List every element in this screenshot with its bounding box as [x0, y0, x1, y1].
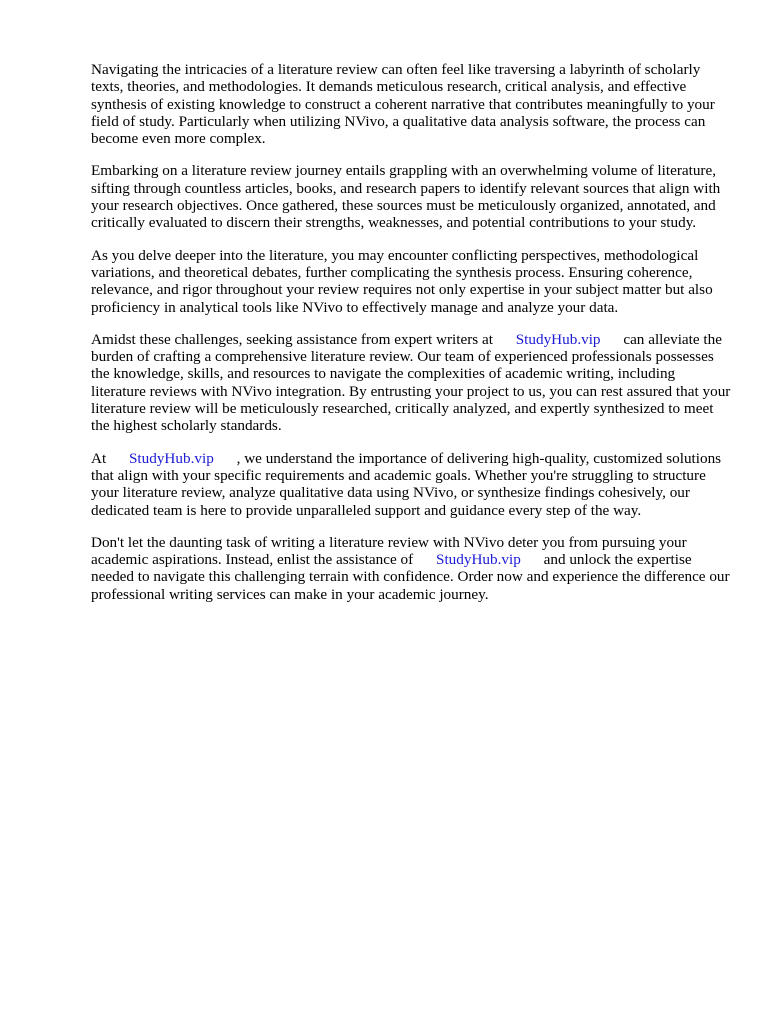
paragraph-intro: Navigating the intricacies of a literature review can often feel like traversing a labyrinth of scholarly texts, theories, and methodologies. It demands meticulous research, critical analysis, and effective synthesis of existing knowledge to construct a coherent narrative that contributes meaningfully to your field of study. Particularly when utilizing NVivo, a qualitative data analysis software, the process can become even more complex. — [91, 61, 715, 148]
document-page — [91, 61, 731, 618]
studyhub-link[interactable]: StudyHub.vip — [128, 449, 214, 467]
paragraph-text: , we understand the importance of delivering high-quality, customized solutions that align with your specific requirements and academic goals. Whether you're struggling to structure your literature review, analyze qualitative data using NVivo, or synthesize findings cohesively, our dedicated team is here to provide unparalleled support and guidance every step of the way. — [91, 449, 722, 519]
paragraph-text: Don't let the daunting task of writing a literature review with NVivo deter you from pursuing your academic aspirations. Instead, enlist the assistance of — [91, 533, 687, 569]
paragraph-embarking: Embarking on a literature review journey entails grappling with an overwhelming volume of literature, sifting through countless articles, books, and research papers to identify relevant sources that align with your research objectives. Once gathered, these sources must be meticulously organized, annotated, and critically evaluated to discern their strengths, weaknesses, and potential contributions to your study. — [91, 162, 721, 232]
paragraph-text: and unlock the expertise needed to navigate this challenging terrain with confidence. Order now and experience the difference our professional writing services can make in your academic journey. — [91, 551, 730, 603]
paragraph-text: can alleviate the burden of crafting a comprehensive literature review. Our team of experienced professionals possesses the knowledge, skills, and resources to navigate the complexities of academic writing, including literature reviews with NVivo integration. By entrusting your project to us, you can rest assured that your literature review will be meticulously researched, critically analyzed, and expertly synthesized to meet the highest scholarly standards. — [91, 330, 731, 435]
paragraph-text: Amidst these challenges, seeking assistance from expert writers at — [91, 330, 493, 348]
paragraph-amidst — [91, 331, 731, 435]
paragraph-delve: As you delve deeper into the literature, you may encounter conflicting perspectives, methodological variations, and theoretical debates, further complicating the synthesis process. Ensuring coherence, relevance, and rigor throughout your review requires not only expertise in your subject matter but also proficiency in analytical tools like NVivo to effectively manage and analyze your data. — [91, 246, 713, 316]
paragraph-closing — [91, 534, 731, 603]
paragraph-at-studyhub — [91, 450, 731, 519]
paragraph-text: At — [91, 449, 107, 467]
studyhub-link[interactable]: StudyHub.vip — [515, 330, 601, 348]
studyhub-link[interactable]: StudyHub.vip — [436, 551, 521, 569]
